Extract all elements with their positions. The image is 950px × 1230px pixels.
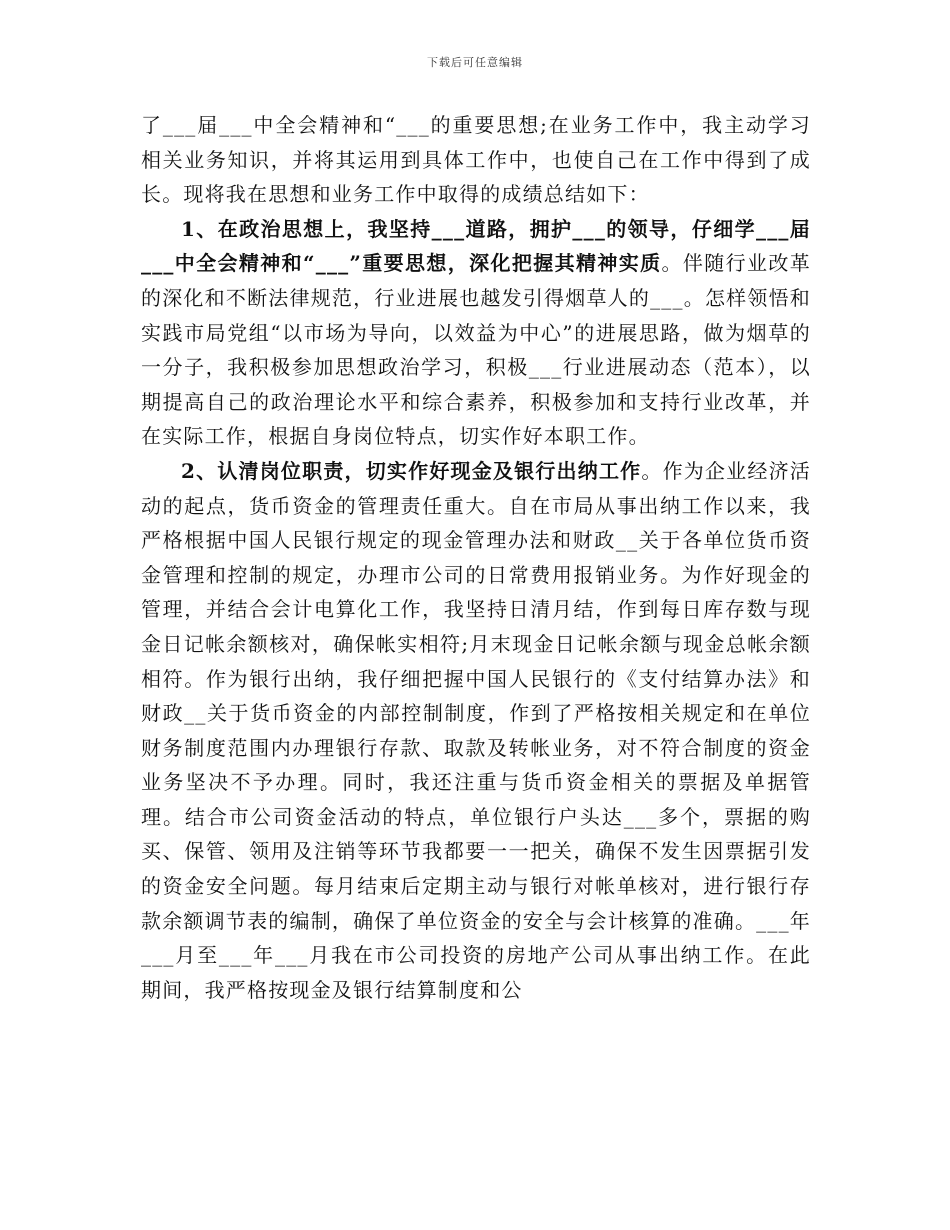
paragraph-1 bbox=[141, 108, 811, 212]
paragraph-2-text: 。伴随行业改革的深化和不断法律规范，行业进展也越发引得烟草人的___。怎样领悟和实践市局党组“以市场为导向，以效益为中心”的进展思路，做为烟草的一分子，我积极参加思想政治学习，积极___行业进展动态（范本），以期提高自己的政治理论水平和综合素养，积极参加和支持行业改革，并在实际工作，根据自身岗位特点，切实作好本职工作。 bbox=[141, 251, 811, 449]
document-body bbox=[141, 108, 811, 1007]
paragraph-2 bbox=[141, 212, 811, 454]
paragraph-3-text: 。作为企业经济活动的起点，货币资金的管理责任重大。自在市局从事出纳工作以来，我严格根据中国人民银行规定的现金管理办法和财政__关于各单位货币资金管理和控制的规定，办理市公司的日常费用报销业务。为作好现金的管理，并结合会计电算化工作，我坚持日清月结，作到每日库存数与现金日记帐余额核对，确保帐实相符;月末现金日记帐余额与现金总帐余额相符。作为银行出纳，我仔细把握中国人民银行的《支付结算办法》和财政__关于货币资金的内部控制制度，作到了严格按相关规定和在单位财务制度范围内办理银行存款、取款及转帐业务，对不符合制度的资金业务坚决不予办理。同时，我还注重与货币资金相关的票据及单据管理。结合市公司资金活动的特点，单位银行户头达___多个，票据的购买、保管、领用及注销等环节我都要一一把关，确保不发生因票据引发的资金安全问题。每月结束后定期主动与银行对帐单核对，进行银行存款余额调节表的编制，确保了单位资金的安全与会计核算的准确。___年___月至___年___月我在市公司投资的房地产公司从事出纳工作。在此期间，我严格按现金及银行结算制度和公 bbox=[141, 458, 811, 1002]
paragraph-3-heading: 2、认清岗位职责，切实作好现金及银行出纳工作 bbox=[181, 458, 642, 483]
paragraph-1-text: 了___届___中全会精神和“___的重要思想;在业务工作中，我主动学习相关业务知识，并将其运用到具体工作中，也使自己在工作中得到了成长。现将我在思想和业务工作中取得的成绩总结如下： bbox=[141, 113, 811, 207]
paragraph-2-heading: 1、在政治思想上，我坚持___道路，拥护___的领导，仔细学___届___中全会精神和“___”重要思想，深化把握其精神实质 bbox=[141, 216, 811, 276]
paragraph-3 bbox=[141, 454, 811, 1008]
page-header: 下载后可任意编辑 bbox=[427, 56, 523, 69]
